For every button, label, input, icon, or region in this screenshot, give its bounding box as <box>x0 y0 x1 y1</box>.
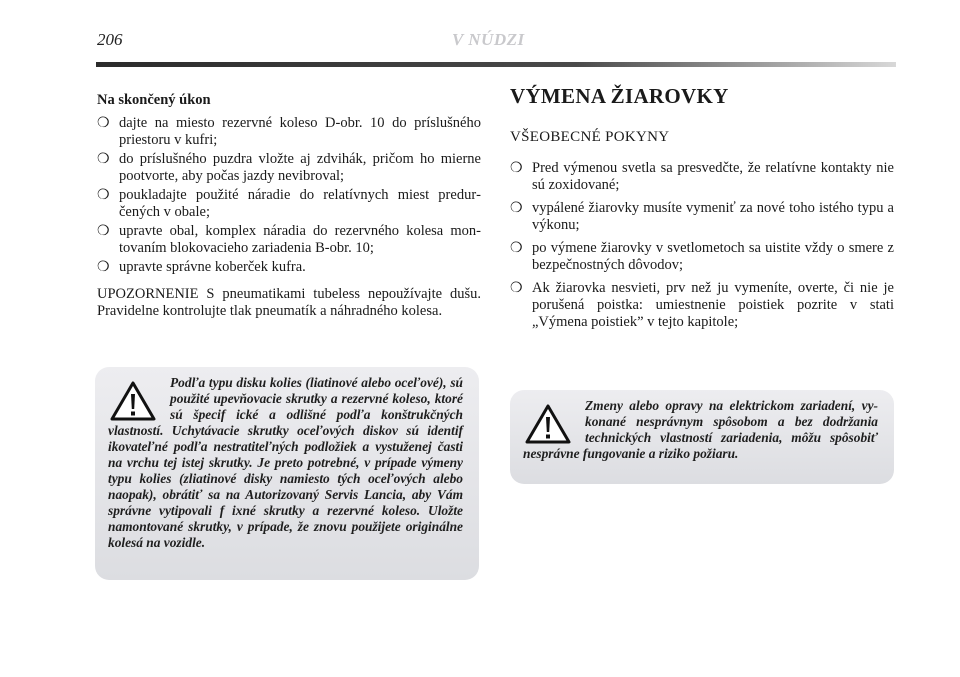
bullet-icon: ❍ <box>510 201 523 216</box>
list-item-text: upravte správne koberček kufra. <box>119 259 306 275</box>
list-item-text: upravte obal, komplex náradia do rezervného kolesa montovaním blokovacieho zariadenia B-obr. 10; <box>119 223 481 256</box>
list-item <box>510 200 894 234</box>
list-item-text: dajte na miesto rezervné koleso D-obr. 10 do príslušného priestoru v kufri; <box>119 115 481 148</box>
list-item <box>97 223 481 257</box>
bullet-icon: ❍ <box>97 188 110 203</box>
bullet-icon: ❍ <box>97 152 110 167</box>
header-rule <box>96 62 896 67</box>
note-paragraph: UPOZORNENIE S pneumatikami tubeless nepoužívajte dušu. Pravidelne kontrolujte tlak pneumatík a náhradného kolesa. <box>97 286 481 319</box>
left-column <box>97 92 481 320</box>
warning-triangle-icon <box>525 404 575 444</box>
list-item-text: po výmene žiarovky v svetlometoch sa uistite vždy o smere z bezpečnostných dôvodov; <box>532 240 894 273</box>
list-item-text: do príslušného puzdra vložte aj zdvihák, pričom ho mierne pootvorte, aby počas jazdy nevibroval; <box>119 151 481 184</box>
bullet-icon: ❍ <box>97 116 110 131</box>
list-item-text: poukladajte použité náradie do relatívnych miest predurčených v obale; <box>119 187 481 220</box>
section-title: V NÚDZI <box>452 30 525 49</box>
list-item <box>97 259 481 276</box>
list-item <box>510 160 894 194</box>
chapter-title: VÝMENA ŽIAROVKY <box>510 84 729 108</box>
list-item <box>97 115 481 149</box>
warning-text: Podľa typu disku kolies (liatinové alebo oceľové), sú použité upevňovacie skrutky a rezervné koleso, ktoré sú špecif ické a odlišné podľa konštrukčných vlastností. Uchytávacie skrutky oceľových diskov sú identif ikovateľné podľa nestratiteľných podložiek a vystuženej časti na vrchu tej istej skrutky. Je preto potrebné, v prípade výmeny typu kolies (zliatinové disky namiesto tých oceľových alebo naopak), obrátiť sa na Autorizovaný Servis Lancia, aby Vám správne vytipovali f ixné skrutky a rezervné koleso. Uložte namontované skrutky, v prípade, že znovu použijete originálne kolesá na vozidle. <box>108 375 463 550</box>
left-subheading: Na skončený úkon <box>97 92 211 108</box>
bullet-icon: ❍ <box>97 260 110 275</box>
left-bullet-list <box>97 115 481 276</box>
page-number: 206 <box>97 30 123 49</box>
warning-box-wheels <box>95 367 479 580</box>
bullet-icon: ❍ <box>510 241 523 256</box>
warning-triangle-icon <box>110 381 160 421</box>
section-heading: VŠEOBECNÉ POKYNY <box>510 129 670 145</box>
list-item-text: vypálené žiarovky musíte vymeniť za nové toho istého typu a výkonu; <box>532 200 894 233</box>
right-bullet-list <box>510 160 894 331</box>
bullet-icon: ❍ <box>510 161 523 176</box>
list-item <box>510 280 894 331</box>
warning-text: Zmeny alebo opravy na elektrickom zariadení, vykonané nesprávnym spôsobom a bez dodržania technických vlastností zariadenia, môžu spôsobiť nesprávne fungovanie a riziko požiaru. <box>523 398 878 461</box>
bullet-icon: ❍ <box>97 224 110 239</box>
bullet-icon: ❍ <box>510 281 523 296</box>
list-item <box>97 151 481 185</box>
list-item <box>97 187 481 221</box>
list-item-text: Ak žiarovka nesvieti, prv než ju vymeníte, overte, či nie je porušená poistka: umiestnenie poistiek pozrite v stati „Výmena poistiek” v tejto kapitole; <box>532 280 894 330</box>
list-item <box>510 240 894 274</box>
right-column <box>510 84 894 337</box>
warning-box-electrical <box>510 390 894 484</box>
list-item-text: Pred výmenou svetla sa presvedčte, že relatívne kontakty nie sú zoxidované; <box>532 160 894 193</box>
